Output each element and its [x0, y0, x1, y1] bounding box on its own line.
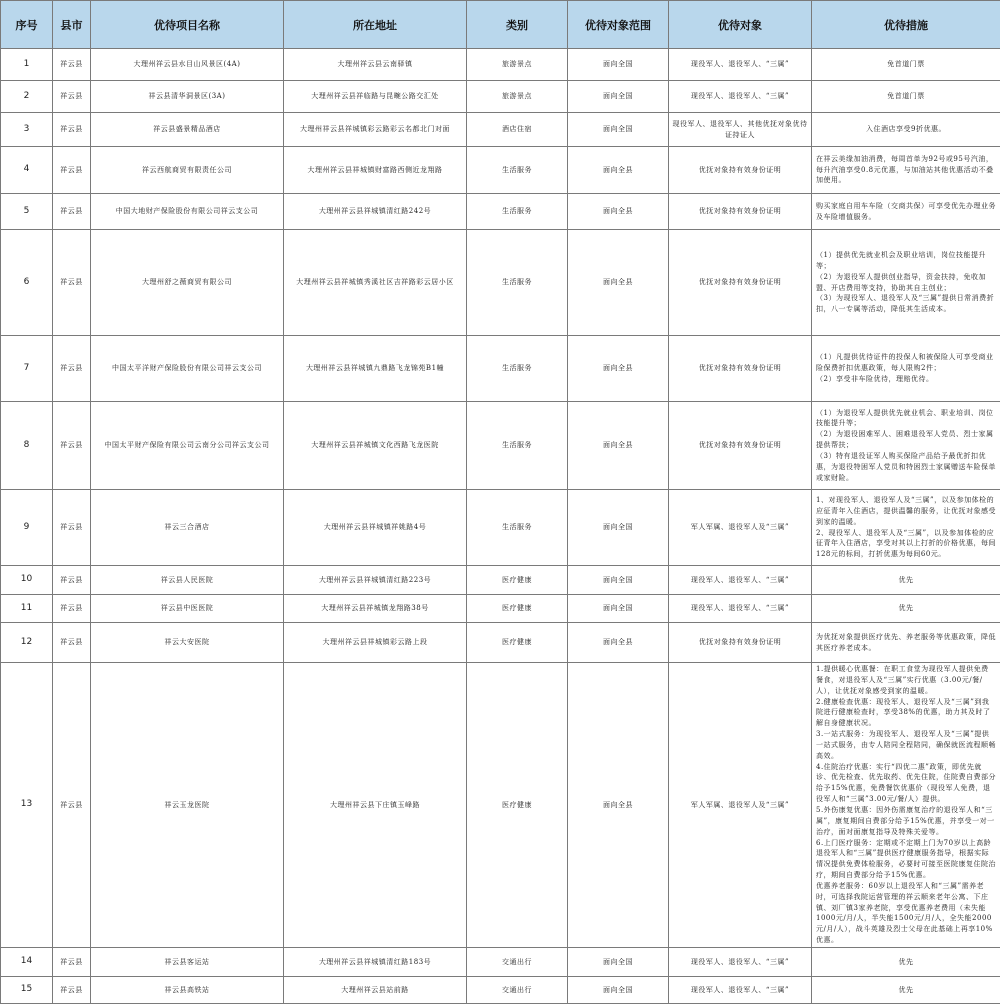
measures-cell: [812, 976, 1000, 1003]
project-name-cell: 祥云三合酒店: [91, 490, 284, 566]
project-name-cell: 中国大地财产保险股份有限公司祥云支公司: [91, 194, 284, 230]
scope-cell: 面向全国: [568, 947, 669, 976]
measure-line: 优惠养老服务：60岁以上退役军人和“三属”需养老时，可选择我院运营管理的祥云顺来老年公寓、下庄镇、刘厂镇3家养老院，享受优惠养老费用（未失能1000元/月/人，半失能1500元/月/人，全失能2000元/月/人），战斗英雄及烈士父母在此基础上再享10%优惠。: [816, 881, 996, 946]
measure-line: 购买家庭自用车车险（交商共保）可享受优先办理业务及车险增值服务。: [816, 201, 996, 223]
measure-line: 优先: [816, 575, 996, 586]
scope-cell: 面向全国: [568, 113, 669, 147]
table-row: [1, 81, 1000, 113]
target-cell: 优抚对象持有效身份证明: [669, 230, 812, 336]
address-cell: 大理州祥云县祥城镇秀溪社区吉祥路彩云居小区: [284, 230, 467, 336]
scope-cell: 面向全国: [568, 976, 669, 1003]
measures-cell: [812, 147, 1000, 194]
measures-cell: [812, 194, 1000, 230]
target-cell: 优抚对象持有效身份证明: [669, 402, 812, 490]
row-number: 11: [1, 595, 53, 623]
project-name-cell: 祥云县盛景精品酒店: [91, 113, 284, 147]
category-cell: 医疗健康: [467, 663, 568, 948]
row-number: 9: [1, 490, 53, 566]
row-number: 4: [1, 147, 53, 194]
header-row: [1, 1, 1000, 49]
measure-line: 优先: [816, 603, 996, 614]
target-cell: 优抚对象持有效身份证明: [669, 194, 812, 230]
table-row: [1, 595, 1000, 623]
measure-line: 优先: [816, 985, 996, 996]
measures-cell: [812, 402, 1000, 490]
county-cell: 祥云县: [53, 194, 91, 230]
row-number: 2: [1, 81, 53, 113]
measures-cell: [812, 595, 1000, 623]
county-cell: 祥云县: [53, 623, 91, 663]
measure-line: （3）特有退役证军人购买保险产品给予最优折扣优惠，为退役特困军人党员和特困烈士家属赠送车险保单或家财险。: [816, 451, 996, 484]
target-cell: 现役军人、退役军人、“三属”: [669, 81, 812, 113]
address-cell: 大理州祥云县祥城镇财富路西侧近龙翔路: [284, 147, 467, 194]
measure-line: 优先: [816, 957, 996, 968]
measure-line: 入住酒店享受9折优惠。: [816, 124, 996, 135]
project-name-cell: 祥云县人民医院: [91, 566, 284, 595]
county-cell: 祥云县: [53, 595, 91, 623]
scope-cell: 面向全国: [568, 595, 669, 623]
measure-line: （3）为现役军人、退役军人及“三属”提供日常消费折扣，八一专属等活动，降低其生活成本。: [816, 293, 996, 315]
row-number: 8: [1, 402, 53, 490]
scope-cell: 面向全县: [568, 336, 669, 402]
project-name-cell: 祥云县客运站: [91, 947, 284, 976]
measure-line: （2）为退役军人提供创业指导，资金扶持，免收加盟、开店费用等支持，协助其自主创业；: [816, 272, 996, 294]
project-name-cell: 大理州祥云县水目山风景区(4A): [91, 49, 284, 81]
address-cell: 大理州祥云县站前路: [284, 976, 467, 1003]
measure-line: 5.外伤康复优惠：因外伤需康复治疗的退役军人和“三属”，康复期间自费部分给予15%优惠，并享受一对一治疗，面对面康复指导及特殊关爱等。: [816, 805, 996, 838]
measure-line: 6.上门医疗服务：定期或不定期上门为70岁以上高龄退役军人和“三属”提供医疗健康服务指导，根据实际情况提供免费体检服务，必要时可接至医院康复住院治疗，期间自费部分给予15%优惠。: [816, 838, 996, 881]
row-number: 1: [1, 49, 53, 81]
category-cell: 交通出行: [467, 976, 568, 1003]
measure-line: 4.住院治疗优惠：实行“四优二惠”政策，即优先就诊、优先检查、优先取药、优先住院，住院费自费部分给予15%优惠，免费餐饮优惠价（现役军人免费，退役军人和“三属”3.00元/餐/人）提供。: [816, 762, 996, 805]
project-name-cell: 祥云西航商贸有限责任公司: [91, 147, 284, 194]
scope-cell: 面向全县: [568, 147, 669, 194]
measure-line: 1.提供暖心优惠餐：在职工食堂为现役军人提供免费餐食，对退役军人及“三属”实行优惠（3.00元/餐/人），让优抚对象感受到家的温暖。: [816, 664, 996, 697]
measure-line: （1）为退役军人提供优先就业机会、职业培训、岗位技能提升等；: [816, 408, 996, 430]
category-cell: 医疗健康: [467, 595, 568, 623]
county-cell: 祥云县: [53, 336, 91, 402]
address-cell: 大理州祥云县祥城镇清红路223号: [284, 566, 467, 595]
category-cell: 旅游景点: [467, 81, 568, 113]
scope-cell: 面向全县: [568, 663, 669, 948]
target-cell: 军人军属、退役军人及“三属”: [669, 663, 812, 948]
measures-cell: [812, 663, 1000, 948]
project-name-cell: 祥云玉龙医院: [91, 663, 284, 948]
table-row: [1, 336, 1000, 402]
scope-cell: 面向全国: [568, 566, 669, 595]
category-cell: 酒店住宿: [467, 113, 568, 147]
county-cell: 祥云县: [53, 490, 91, 566]
project-name-cell: 中国太平财产保险有限公司云南分公司祥云支公司: [91, 402, 284, 490]
county-cell: 祥云县: [53, 947, 91, 976]
measures-cell: [812, 623, 1000, 663]
measure-line: （1）提供优先就业机会及职业培训，岗位技能提升等；: [816, 250, 996, 272]
target-cell: 优抚对象持有效身份证明: [669, 147, 812, 194]
target-cell: 现役军人、退役军人、“三属”: [669, 976, 812, 1003]
address-cell: 大理州祥云县祥城镇九鼎路飞龙锦苑B1幢: [284, 336, 467, 402]
table-row: [1, 230, 1000, 336]
county-cell: 祥云县: [53, 976, 91, 1003]
project-name-cell: 祥云县中医医院: [91, 595, 284, 623]
project-name-cell: 祥云大安医院: [91, 623, 284, 663]
measures-cell: [812, 49, 1000, 81]
table-row: [1, 947, 1000, 976]
row-number: 5: [1, 194, 53, 230]
measures-cell: [812, 947, 1000, 976]
table-row: [1, 663, 1000, 948]
row-number: 10: [1, 566, 53, 595]
table-row: [1, 623, 1000, 663]
target-cell: 现役军人、退役军人、“三属”: [669, 595, 812, 623]
target-cell: 军人军属、退役军人及“三属”: [669, 490, 812, 566]
measure-line: 3.一站式服务：为现役军人、退役军人及“三属”提供一站式服务，由专人陪同全程陪同，确保就医流程顺畅高效。: [816, 729, 996, 762]
county-cell: 祥云县: [53, 230, 91, 336]
header-address: 所在地址: [284, 1, 467, 49]
category-cell: 医疗健康: [467, 623, 568, 663]
county-cell: 祥云县: [53, 402, 91, 490]
address-cell: 大理州祥云县祥城镇彩云路上段: [284, 623, 467, 663]
county-cell: 祥云县: [53, 147, 91, 194]
county-cell: 祥云县: [53, 81, 91, 113]
category-cell: 生活服务: [467, 230, 568, 336]
category-cell: 旅游景点: [467, 49, 568, 81]
address-cell: 大理州祥云县云南驿镇: [284, 49, 467, 81]
row-number: 13: [1, 663, 53, 948]
scope-cell: 面向全县: [568, 194, 669, 230]
measure-line: 2.健康检查优惠：现役军人、退役军人及“三属”到我院进行健康检查时，享受38%的优惠，助力其及时了解自身健康状况。: [816, 697, 996, 730]
scope-cell: 面向全县: [568, 230, 669, 336]
target-cell: 优抚对象持有效身份证明: [669, 336, 812, 402]
table-row: [1, 49, 1000, 81]
row-number: 12: [1, 623, 53, 663]
scope-cell: 面向全国: [568, 490, 669, 566]
address-cell: 大理州祥云县下庄镇玉峰路: [284, 663, 467, 948]
header-county: 县市: [53, 1, 91, 49]
header-scope: 优待对象范围: [568, 1, 669, 49]
measure-line: 在祥云美缘加油消费，每周首单为92号或95号汽油，每升汽油享受0.8元优惠，与加油站其他优惠活动不叠加使用。: [816, 154, 996, 187]
category-cell: 生活服务: [467, 490, 568, 566]
measure-line: 为优抚对象提供医疗优先、养老服务等优惠政策，降低其医疗养老成本。: [816, 632, 996, 654]
header-no: 序号: [1, 1, 53, 49]
measure-line: （2）为退役困难军人、困难退役军人党员、烈士家属提供帮扶；: [816, 429, 996, 451]
table-row: [1, 147, 1000, 194]
address-cell: 大理州祥云县祥城镇彩云路彩云名都北门对面: [284, 113, 467, 147]
target-cell: 现役军人、退役军人、其他优抚对象优待证持证人: [669, 113, 812, 147]
project-name-cell: 祥云县清华洞景区(3A): [91, 81, 284, 113]
address-cell: 大理州祥云县祥城镇文化西路飞龙医院: [284, 402, 467, 490]
table-row: [1, 976, 1000, 1003]
county-cell: 祥云县: [53, 113, 91, 147]
category-cell: 生活服务: [467, 402, 568, 490]
table-row: [1, 194, 1000, 230]
address-cell: 大理州祥云县祥临路与昆畹公路交汇处: [284, 81, 467, 113]
measure-line: （2）享受非车险优待，理赔优待。: [816, 374, 996, 385]
header-target: 优待对象: [669, 1, 812, 49]
measure-line: 1、对现役军人、退役军人及“三属”，以及参加体检的应征青年入住酒店，提供温馨的服务，让优抚对象感受到家的温暖。: [816, 495, 996, 528]
header-project-name: 优待项目名称: [91, 1, 284, 49]
county-cell: 祥云县: [53, 49, 91, 81]
address-cell: 大理州祥云县祥城镇清红路183号: [284, 947, 467, 976]
category-cell: 医疗健康: [467, 566, 568, 595]
table-row: [1, 113, 1000, 147]
project-name-cell: 中国太平洋财产保险股份有限公司祥云支公司: [91, 336, 284, 402]
county-cell: 祥云县: [53, 566, 91, 595]
address-cell: 大理州祥云县祥城镇祥姚路4号: [284, 490, 467, 566]
measure-line: 免首道门票: [816, 91, 996, 102]
scope-cell: 面向全国: [568, 81, 669, 113]
target-cell: 现役军人、退役军人、“三属”: [669, 566, 812, 595]
table-row: [1, 490, 1000, 566]
measures-cell: [812, 566, 1000, 595]
measure-line: （1）凡提供优待证件的投保人和被保险人可享受商业险保费折扣优惠政策，每人限购2件；: [816, 352, 996, 374]
category-cell: 生活服务: [467, 194, 568, 230]
header-measures: 优待措施: [812, 1, 1000, 49]
target-cell: 优抚对象持有效身份证明: [669, 623, 812, 663]
target-cell: 现役军人、退役军人、“三属”: [669, 49, 812, 81]
measure-line: 免首道门票: [816, 59, 996, 70]
row-number: 15: [1, 976, 53, 1003]
row-number: 3: [1, 113, 53, 147]
measures-cell: [812, 336, 1000, 402]
measures-cell: [812, 230, 1000, 336]
county-cell: 祥云县: [53, 663, 91, 948]
project-name-cell: 大理州舒之薇商贸有限公司: [91, 230, 284, 336]
measures-cell: [812, 81, 1000, 113]
table-row: [1, 566, 1000, 595]
row-number: 14: [1, 947, 53, 976]
category-cell: 生活服务: [467, 336, 568, 402]
scope-cell: 面向全县: [568, 623, 669, 663]
row-number: 7: [1, 336, 53, 402]
category-cell: 交通出行: [467, 947, 568, 976]
row-number: 6: [1, 230, 53, 336]
table-body: [1, 49, 1000, 1004]
measures-cell: [812, 490, 1000, 566]
scope-cell: 面向全县: [568, 402, 669, 490]
address-cell: 大理州祥云县祥城镇清红路242号: [284, 194, 467, 230]
measures-cell: [812, 113, 1000, 147]
address-cell: 大理州祥云县祥城镇龙翔路38号: [284, 595, 467, 623]
category-cell: 生活服务: [467, 147, 568, 194]
target-cell: 现役军人、退役军人、“三属”: [669, 947, 812, 976]
table-row: [1, 402, 1000, 490]
scope-cell: 面向全国: [568, 49, 669, 81]
project-name-cell: 祥云县高铁站: [91, 976, 284, 1003]
header-category: 类别: [467, 1, 568, 49]
measure-line: 2、现役军人、退役军人及“三属”，以及参加体检的应征青年入住酒店，享受对其以上打折的价格优惠，每间128元的标间，打折优惠为每间60元。: [816, 528, 996, 561]
